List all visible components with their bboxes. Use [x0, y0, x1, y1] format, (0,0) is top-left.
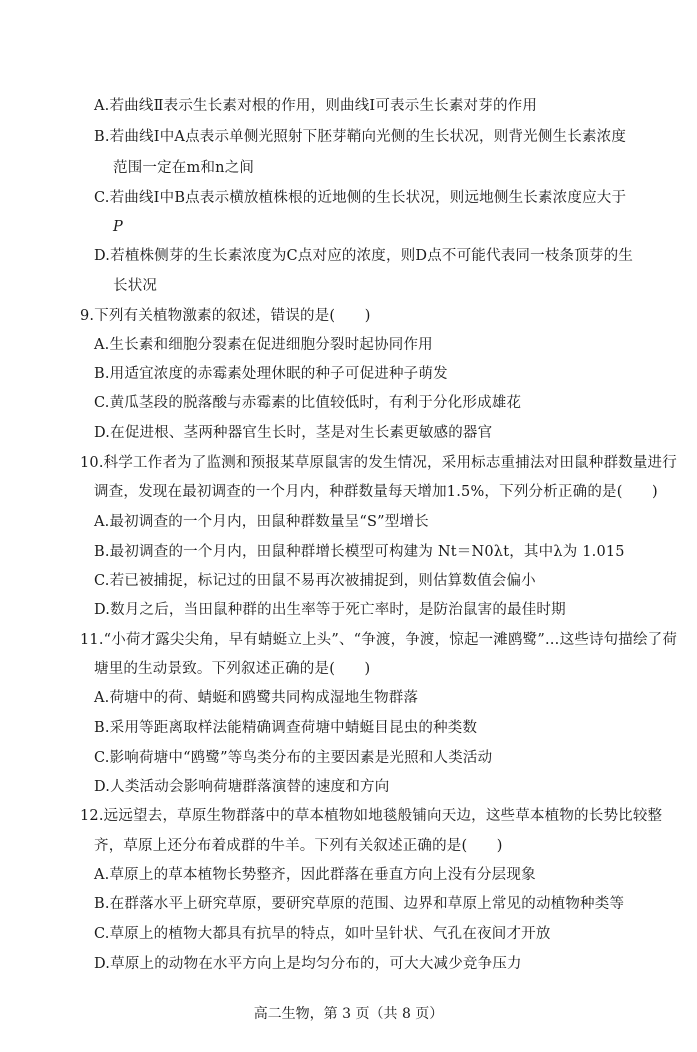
q10-stem-cont: 调查，发现在最初调查的一个月内，种群数量每天增加1.5%，下列分析正确的是( )	[94, 484, 658, 500]
q8-option-c: C.若曲线Ⅰ中B点表示横放植株根的近地侧的生长状况，则远地侧生长素浓度应大于	[94, 190, 627, 206]
q11-stem: 11.“小荷才露尖尖角，早有蜻蜓立上头”、“争渡，争渡，惊起一滩鸥鹭”…这些诗句描绘了荷	[80, 632, 677, 648]
q11-option-c: C.影响荷塘中“鸥鹭”等鸟类分布的主要因素是光照和人类活动	[94, 750, 493, 766]
q12-stem-cont: 齐，草原上还分布着成群的牛羊。下列有关叙述正确的是( )	[94, 838, 503, 854]
q12-option-a: A.草原上的草本植物长势整齐，因此群落在垂直方向上没有分层现象	[94, 867, 536, 883]
q8-option-c-cont: P	[113, 219, 123, 235]
q10-option-a: A.最初调查的一个月内，田鼠种群数量呈“S”型增长	[94, 514, 429, 530]
q8-option-a: A.若曲线Ⅱ表示生长素对根的作用，则曲线Ⅰ可表示生长素对芽的作用	[94, 98, 538, 114]
q10-stem: 10.科学工作者为了监测和预报某草原鼠害的发生情况，采用标志重捕法对田鼠种群数量进行	[80, 455, 677, 471]
q12-option-b: B.在群落水平上研究草原，要研究草原的范围、边界和草原上常见的动植物种类等	[94, 896, 625, 912]
q10-option-d: D.数月之后，当田鼠种群的出生率等于死亡率时，是防治鼠害的最佳时期	[94, 602, 566, 618]
q8-option-b-cont: 范围一定在m和n之间	[113, 160, 255, 176]
page-footer: 高二生物，第 3 页（共 8 页）	[253, 1006, 444, 1022]
q11-option-a: A.荷塘中的荷、蜻蜓和鸥鹭共同构成湿地生物群落	[94, 690, 419, 706]
q11-option-d: D.人类活动会影响荷塘群落演替的速度和方向	[94, 779, 390, 795]
q10-option-c: C.若已被捕捉，标记过的田鼠不易再次被捕捉到，则估算数值会偏小	[94, 573, 536, 589]
q9-option-d: D.在促进根、茎两种器官生长时，茎是对生长素更敏感的器官	[94, 425, 493, 441]
q12-stem: 12.远远望去，草原生物群落中的草本植物如地毯般铺向天边，这些草本植物的长势比较整	[80, 808, 663, 824]
q12-option-d: D.草原上的动物在水平方向上是均匀分布的，可大大减少竞争压力	[94, 956, 522, 972]
q11-stem-cont: 塘里的生动景致。下列叙述正确的是( )	[94, 661, 371, 677]
q9-option-c: C.黄瓜茎段的脱落酸与赤霉素的比值较低时，有利于分化形成雄花	[94, 395, 522, 411]
q8-option-d-cont: 长状况	[113, 278, 158, 294]
q8-option-d: D.若植株侧芽的生长素浓度为C点对应的浓度，则D点不可能代表同一枝条顶芽的生	[94, 248, 634, 264]
q8-option-b: B.若曲线Ⅰ中A点表示单侧光照射下胚芽鞘向光侧的生长状况，则背光侧生长素浓度	[94, 129, 627, 145]
q11-option-b: B.采用等距离取样法能精确调查荷塘中蜻蜓目昆虫的种类数	[94, 720, 478, 736]
q9-stem: 9.下列有关植物激素的叙述，错误的是( )	[80, 308, 371, 324]
q9-option-a: A.生长素和细胞分裂素在促进细胞分裂时起协同作用	[94, 337, 433, 353]
q10-option-b: B.最初调查的一个月内，田鼠种群增长模型可构建为 Nt＝N0λt，其中λ为 1.015	[94, 544, 625, 560]
q9-option-b: B.用适宜浓度的赤霉素处理休眠的种子可促进种子萌发	[94, 366, 448, 382]
q12-option-c: C.草原上的植物大都具有抗旱的特点，如叶呈针状、气孔在夜间才开放	[94, 926, 551, 942]
